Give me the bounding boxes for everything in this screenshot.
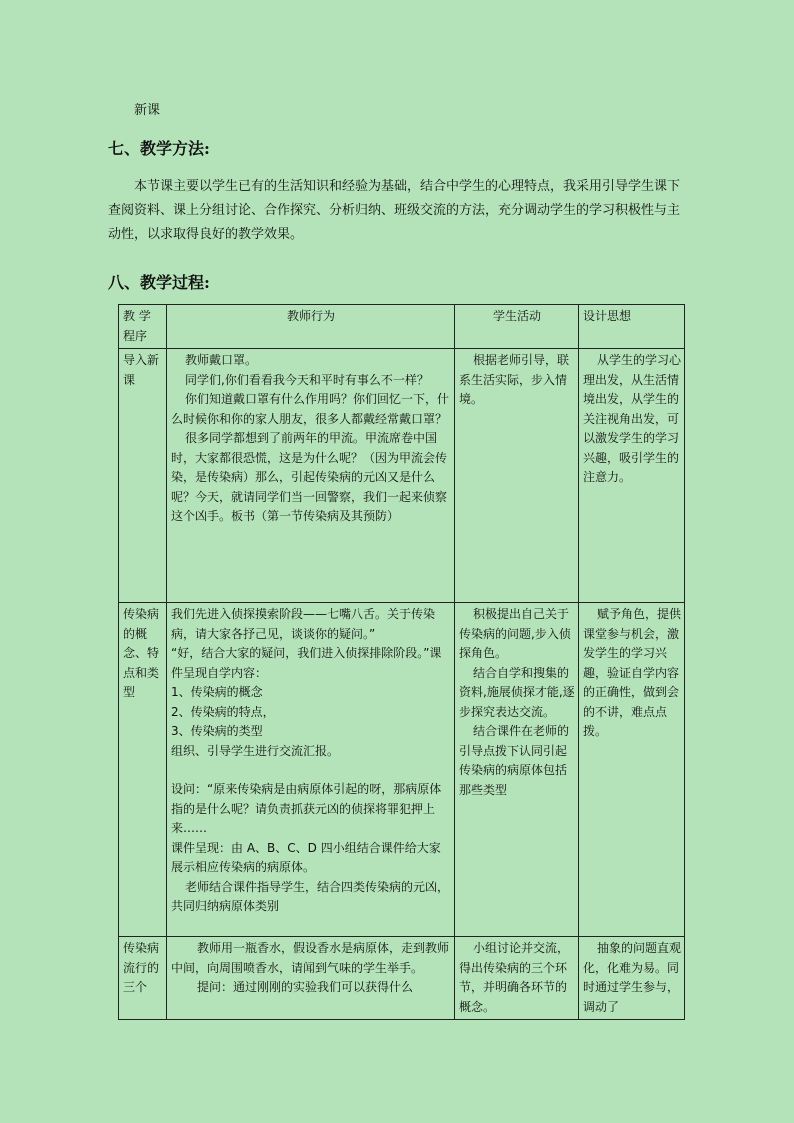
teacher-cell xyxy=(167,603,455,937)
teacher-text: “好，结合大家的疑问，我们进入侦探排除阶段。”课件呈现自学内容： xyxy=(171,646,442,680)
teacher-cell xyxy=(167,349,455,603)
teacher-text: 1、传染病的概念 xyxy=(171,685,263,699)
teacher-text: 组织、引导学生进行交流汇报。 xyxy=(171,743,340,758)
teacher-text: 设问：“原来传染病是由病原体引起的呀，那病原体指的是什么呢？请负责抓获元凶的侦探将罪犯押上来…… xyxy=(171,782,442,835)
student-text: 根据老师引导，联系生活实际，步入情境。 xyxy=(459,353,570,406)
blank-line xyxy=(171,761,451,780)
table-row xyxy=(119,603,685,937)
header-student: 学生活动 xyxy=(455,305,579,349)
teacher-text: 2、传染病的特点， xyxy=(171,704,275,719)
teacher-text: 你们知道戴口罩有什么作用吗？你们回忆一下，什么时候你和你的家人朋友，很多人都戴经常戴口罩？ xyxy=(171,392,450,426)
section-heading-process: 八、教学过程: xyxy=(108,273,210,292)
section-heading-method: 七、教学方法: xyxy=(108,139,210,158)
teacher-text: 老师结合课件指导学生，结合四类传染病的元凶，共同归纳病原体类别 xyxy=(171,879,450,913)
design-cell xyxy=(579,937,685,1020)
teacher-text: 课件呈现：由 A、B、C、D 四小组结合课件给大家展示相应传染病的病原体。 xyxy=(171,840,441,874)
header-teacher: 教师行为 xyxy=(167,305,455,349)
design-cell xyxy=(579,603,685,937)
design-text: 赋予角色，提供课堂参与机会，激发学生的学习兴趣，验证自学内容的正确性，做到会的不讲，难点点拨。 xyxy=(583,607,682,738)
design-cell xyxy=(579,349,685,603)
teacher-text: 教师用一瓶香水，假设香水是病原体，走到教师中间，向周围喷香水，请闻到气味的学生举手。 xyxy=(171,941,450,975)
table-header-row xyxy=(119,305,685,349)
student-cell xyxy=(455,349,579,603)
student-text: 积极提出自己关于传染病的问题,步入侦探角色。 xyxy=(459,607,571,660)
teacher-text: 同学们,你们看看我今天和平时有事么不一样？ xyxy=(185,372,429,387)
header-stage: 教 学 程序 xyxy=(119,305,167,349)
student-text: 结合自学和搜集的资料,施展侦探才能,逐步探究表达交流。 xyxy=(459,665,575,719)
teacher-text: 提问：通过刚刚的实验我们可以获得什么 xyxy=(197,980,414,994)
design-text: 从学生的学习心理出发，从生活情境出发，从学生的关注视角出发，可以激发学生的学习兴趣，吸引学生的注意力。 xyxy=(583,353,682,484)
previous-page-tail: 新课 xyxy=(134,103,161,118)
teacher-text: 很多同学都想到了前两年的甲流。甲流席卷中国时，大家都很恐慌，这是为什么呢？（因为甲流会传染，是传染病）那么，引起传染病的元凶又是什么呢？今天，就请同学们当一回警察，我们一起来侦察这个凶手。板书（第一节传染病及其预防） xyxy=(171,431,448,523)
student-cell xyxy=(455,937,579,1020)
stage-cell: 传染病的概念、特点和类型 xyxy=(119,603,167,937)
teacher-text: 3、传染病的类型 xyxy=(171,724,263,738)
teacher-cell xyxy=(167,937,455,1020)
stage-cell: 导入新课 xyxy=(119,349,167,603)
table-row xyxy=(119,937,685,1020)
teacher-text: 我们先进入侦探摸索阶段——七嘴八舌。关于传染病，请大家各抒己见，谈谈你的疑问。” xyxy=(171,607,436,641)
method-paragraph: 本节课主要以学生已有的生活知识和经验为基础，结合中学生的心理特点，我采用引导学生课下查阅资料、课上分组讨论、合作探究、分析归纳、班级交流的方法，充分调动学生的学习积极性与主动性，以求取得良好的教学效果。 xyxy=(108,179,681,242)
stage-cell: 传染病流行的三个 xyxy=(119,937,167,1020)
student-cell xyxy=(455,603,579,937)
header-design: 设计思想 xyxy=(579,305,685,349)
teaching-process-table xyxy=(118,304,685,1020)
design-text: 抽象的问题直观化，化难为易。同时通过学生参与，调动了 xyxy=(583,941,682,1014)
table-row xyxy=(119,349,685,603)
student-text: 结合课件在老师的引导点拨下认同引起传染病的病原体包括那些类型 xyxy=(459,724,570,797)
student-text: 小组讨论并交流，得出传染病的三个环节，并明确各环节的概念。 xyxy=(459,941,570,1014)
teacher-text: 教师戴口罩。 xyxy=(185,353,258,367)
